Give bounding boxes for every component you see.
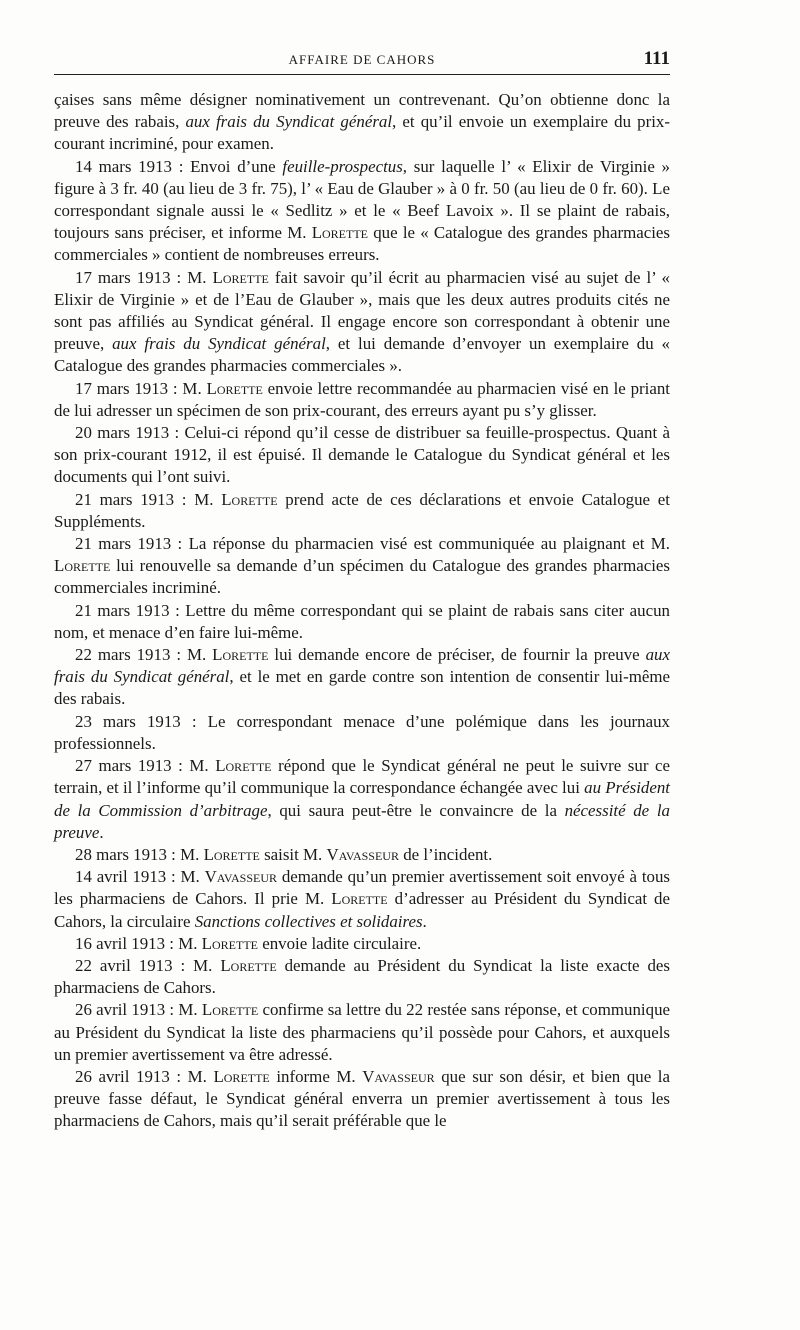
person-name: Lorette: [201, 1000, 259, 1020]
text-run: 14 mars 1913 : Envoi d’une: [75, 156, 283, 176]
running-title: AFFAIRE DE CAHORS: [288, 52, 436, 67]
text-run: 17 mars 1913 : M.: [75, 378, 207, 398]
person-name: Vavasseur: [362, 1066, 435, 1086]
person-name: Lorette: [220, 955, 277, 975]
italic-text: Sanctions collectives et solidaires: [194, 911, 423, 931]
italic-text: aux frais du Syndicat général: [185, 112, 393, 132]
text-run: lui demande encore de préciser, de fournir la preuve: [268, 645, 646, 665]
text-run: 20 mars 1913 : Celui-ci répond qu’il cesse de distribuer sa feuille-prospectus. Quant à son prix-courant 1912, il est épuisé. Il demande le Catalogue du Syndicat général et les documents qui l’ont suivi.: [54, 423, 670, 487]
text-run: envoie lettre recommandée au pharmacien visé en le priant de lui adresser un spécimen de son prix-courant, des erreurs ayant pu s’y glisser.: [54, 378, 670, 420]
paragraph: [54, 422, 670, 489]
text-run: 21 mars 1913 : M.: [75, 489, 222, 509]
text-run: , et qu’il envoie un exemplaire du prix-courant incriminé, pour examen.: [54, 112, 670, 154]
text-run: 16 avril 1913 : M.: [75, 933, 202, 953]
paragraph: [54, 489, 670, 533]
text-run: demande qu’un premier avertissement soit envoyé à tous les pharmaciens de Cahors. Il prie M.: [54, 867, 671, 909]
person-name: Lorette: [212, 267, 269, 287]
italic-text: aux frais du Syndicat général: [54, 645, 670, 687]
paragraph: [54, 378, 670, 422]
text-run: 14 avril 1913 : M.: [75, 867, 205, 887]
person-name: Lorette: [331, 889, 388, 909]
text-run: , sur laquelle l’ « Elixir de Virginie » figure à 3 fr. 40 (au lieu de 3 fr. 75), l’ « Eau de Glauber » à 0 fr. 50 (au lieu de 0 fr. 60). Le correspondant signale aussi le « Sedlitz » et le « Beef Lavoix ». Il se plaint de rabais, toujours sans préciser, et informe M.: [54, 156, 670, 243]
page-header: [54, 48, 670, 75]
text-run: 23 mars 1913 : Le correspondant menace d’une polémique dans les journaux professionnels.: [54, 711, 670, 753]
text-run: .: [422, 911, 427, 931]
person-name: Lorette: [215, 756, 272, 776]
text-run: saisit M.: [259, 844, 327, 864]
person-name: Lorette: [212, 645, 269, 665]
person-name: Vavasseur: [204, 867, 278, 887]
text-run: confirme sa lettre du 22 restée sans réponse, et communique au Président du Syndicat la liste des pharmaciens qu’il possède pour Cahors, et auxquels un premier avertissement va être adressé.: [54, 1000, 671, 1064]
person-name: Lorette: [54, 556, 111, 576]
italic-text: nécessité de la preuve: [54, 800, 670, 842]
paragraph: [54, 1066, 670, 1133]
text-run: envoie ladite circulaire.: [257, 933, 422, 953]
text-run: que sur son désir, et bien que la preuve fasse défaut, le Syndicat général enverra un premier avertissement à tous les pharmaciens de Cahors, mais qu’il serait préférable que le: [54, 1066, 670, 1131]
paragraph: [54, 644, 670, 711]
paragraph: [54, 999, 670, 1066]
paragraph: [54, 955, 670, 999]
text-run: 21 mars 1913 : Lettre du même correspondant qui se plaint de rabais sans citer aucun nom, et menace d’en faire lui-même.: [54, 600, 670, 642]
text-run: de l’incident.: [398, 844, 493, 864]
body-text: [54, 89, 670, 1133]
text-run: fait savoir qu’il écrit au pharmacien visé au sujet de l’ « Elixir de Virginie » et de l’Eau de Glauber », mais que les deux autres produits cités ne sont pas affiliés au Syndicat général. Il engage encore son correspondant à obtenir une preuve,: [54, 267, 670, 354]
page-number: 111: [643, 48, 670, 69]
paragraph: [54, 866, 670, 933]
italic-text: aux frais du Syndicat général: [112, 334, 326, 354]
person-name: Lorette: [213, 1066, 270, 1086]
text-run: , qui saura peut-être le convaincre de la: [267, 800, 565, 820]
italic-text: feuille-prospectus: [282, 156, 403, 176]
paragraph: [54, 755, 670, 844]
paragraph: [54, 89, 670, 156]
person-name: Lorette: [201, 933, 258, 953]
paragraph: [54, 711, 670, 755]
text-run: .: [99, 822, 104, 842]
italic-text: au Président de la Commission d’arbitrage: [54, 778, 670, 820]
text-run: , et le met en garde contre son intention de consentir lui-même des rabais.: [54, 667, 670, 709]
text-run: d’adresser au Président du Syndicat de Cahors, la circulaire: [54, 889, 670, 931]
text-run: 28 mars 1913 : M.: [75, 844, 204, 864]
text-run: 27 mars 1913 : M.: [75, 756, 216, 776]
paragraph: [54, 267, 670, 378]
text-run: 22 mars 1913 : M.: [75, 645, 213, 665]
text-run: çaises sans même désigner nominativement un contrevenant. Qu’on obtienne donc la preuve des rabais,: [54, 90, 670, 132]
book-page: [54, 48, 670, 1133]
paragraph: [54, 533, 670, 600]
person-name: Vavasseur: [326, 844, 399, 864]
text-run: 21 mars 1913 : La réponse du pharmacien visé est communiquée au plaignant et M.: [75, 534, 670, 554]
text-run: répond que le Syndicat général ne peut le suivre sur ce terrain, et il l’informe qu’il communique la correspondance échangée avec lui: [54, 756, 670, 798]
paragraph: [54, 933, 670, 955]
text-run: 26 avril 1913 : M.: [75, 1000, 202, 1020]
person-name: Lorette: [311, 223, 368, 243]
paragraph: [54, 600, 670, 644]
person-name: Lorette: [206, 378, 263, 398]
text-run: 22 avril 1913 : M.: [75, 955, 221, 975]
person-name: Lorette: [203, 844, 260, 864]
text-run: 26 avril 1913 : M.: [75, 1066, 214, 1086]
paragraph: [54, 844, 670, 866]
text-run: prend acte de ces déclarations et envoie Catalogue et Suppléments.: [54, 489, 670, 531]
text-run: 17 mars 1913 : M.: [75, 267, 213, 287]
text-run: informe M.: [269, 1066, 363, 1086]
paragraph: [54, 156, 670, 267]
text-run: , et lui demande d’envoyer un exemplaire du « Catalogue des grandes pharmacies commerciales ».: [54, 334, 670, 376]
person-name: Lorette: [221, 489, 278, 509]
text-run: demande au Président du Syndicat la liste exacte des pharmaciens de Cahors.: [54, 955, 670, 998]
text-run: lui renouvelle sa demande d’un spécimen du Catalogue des grandes pharmacies commerciales incriminé.: [54, 556, 670, 598]
text-run: que le « Catalogue des grandes pharmacies commerciales » contient de nombreuses erreurs.: [54, 223, 671, 265]
